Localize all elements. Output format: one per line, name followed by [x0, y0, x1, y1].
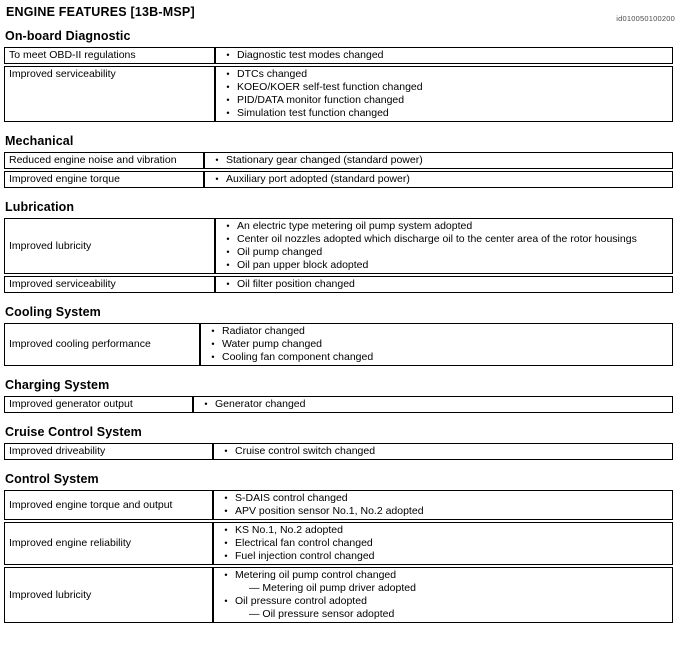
bullet-icon: •: [224, 506, 228, 516]
bullet-item-line: [219, 49, 666, 62]
features-table: [4, 45, 673, 124]
features-table: [4, 321, 673, 368]
feature-label: Improved engine torque and output: [4, 490, 213, 520]
item-text: — Metering oil pump driver adopted: [249, 582, 416, 594]
bullet-icon: •: [226, 247, 230, 257]
feature-label: Improved driveability: [4, 443, 213, 460]
feature-items: [213, 490, 673, 520]
bullet-icon: •: [226, 95, 230, 105]
table-row: [4, 47, 673, 64]
item-text: Generator changed: [215, 398, 306, 410]
feature-label: Improved serviceability: [4, 66, 215, 122]
sections-container: [4, 29, 677, 625]
bullet-item-line: [219, 220, 666, 233]
item-text: PID/DATA monitor function changed: [237, 94, 405, 106]
feature-items: [204, 171, 673, 188]
table-row: [4, 218, 673, 274]
table-row: [4, 66, 673, 122]
feature-label: Reduced engine noise and vibration: [4, 152, 204, 169]
item-text: Water pump changed: [222, 338, 323, 350]
bullet-item-line: [219, 259, 666, 272]
page-title: ENGINE FEATURES [13B-MSP]: [6, 5, 195, 19]
bullet-icon: •: [226, 234, 230, 244]
item-text: Fuel injection control changed: [235, 550, 375, 562]
bullet-icon: •: [224, 493, 228, 503]
item-text: Oil filter position changed: [237, 278, 355, 290]
table-row: [4, 567, 673, 623]
item-text: Auxiliary port adopted (standard power): [226, 173, 410, 185]
bullet-item-line: [219, 68, 666, 81]
bullet-icon: •: [226, 108, 230, 118]
table-row: [4, 522, 673, 565]
bullet-item-line: [204, 351, 666, 364]
section-heading: On-board Diagnostic: [5, 29, 131, 43]
feature-items: [200, 323, 673, 366]
bullet-icon: •: [215, 174, 219, 184]
item-text: Simulation test function changed: [237, 107, 389, 119]
bullet-item-line: [217, 524, 666, 537]
features-table: [4, 441, 673, 462]
feature-label: Improved lubricity: [4, 218, 215, 274]
feature-items: [215, 47, 673, 64]
feature-label: Improved lubricity: [4, 567, 213, 623]
bullet-icon: •: [204, 399, 208, 409]
bullet-icon: •: [226, 50, 230, 60]
table-row: [4, 396, 673, 413]
bullet-item-line: [219, 278, 666, 291]
item-text: Electrical fan control changed: [235, 537, 373, 549]
section-heading: Cooling System: [5, 305, 101, 319]
section-heading: Mechanical: [5, 134, 74, 148]
bullet-item-line: [217, 569, 666, 582]
table-row: [4, 443, 673, 460]
item-text: Metering oil pump control changed: [235, 569, 397, 581]
bullet-item-line: [197, 398, 666, 411]
bullet-icon: •: [224, 446, 228, 456]
bullet-icon: •: [211, 326, 215, 336]
item-text: Stationary gear changed (standard power): [226, 154, 423, 166]
features-table: [4, 216, 673, 295]
item-text: Oil pump changed: [237, 246, 323, 258]
bullet-icon: •: [224, 551, 228, 561]
feature-items: [213, 443, 673, 460]
table-row: [4, 323, 673, 366]
item-text: Cruise control switch changed: [235, 445, 376, 457]
bullet-item-line: [217, 537, 666, 550]
bullet-item-line: [217, 505, 666, 518]
bullet-item-line: [204, 338, 666, 351]
bullet-icon: •: [224, 538, 228, 548]
item-text: KOEO/KOER self-test function changed: [237, 81, 423, 93]
bullet-icon: •: [224, 525, 228, 535]
sub-item-line: [217, 608, 666, 621]
feature-label: Improved generator output: [4, 396, 193, 413]
item-text: Oil pressure control adopted: [235, 595, 367, 607]
bullet-item-line: [219, 94, 666, 107]
feature-items: [213, 567, 673, 623]
bullet-icon: •: [211, 339, 215, 349]
feature-items: [215, 66, 673, 122]
table-row: [4, 171, 673, 188]
bullet-item-line: [208, 173, 666, 186]
item-text: Diagnostic test modes changed: [237, 49, 384, 61]
feature-label: Improved engine reliability: [4, 522, 213, 565]
bullet-icon: •: [226, 260, 230, 270]
features-table: [4, 488, 673, 625]
feature-items: [215, 218, 673, 274]
item-text: S-DAIS control changed: [235, 492, 348, 504]
item-text: KS No.1, No.2 adopted: [235, 524, 343, 536]
feature-items: [193, 396, 673, 413]
bullet-icon: •: [224, 596, 228, 606]
feature-items: [215, 276, 673, 293]
item-text: DTCs changed: [237, 68, 308, 80]
features-table: [4, 394, 673, 415]
section-heading: Cruise Control System: [5, 425, 142, 439]
bullet-icon: •: [226, 221, 230, 231]
item-text: Cooling fan component changed: [222, 351, 374, 363]
table-row: [4, 276, 673, 293]
item-text: Oil pan upper block adopted: [237, 259, 369, 271]
bullet-icon: •: [211, 352, 215, 362]
bullet-icon: •: [224, 570, 228, 580]
section-heading: Lubrication: [5, 200, 75, 214]
bullet-icon: •: [215, 155, 219, 165]
bullet-item-line: [219, 246, 666, 259]
sub-item-line: [217, 582, 666, 595]
feature-items: [204, 152, 673, 169]
feature-label: Improved serviceability: [4, 276, 215, 293]
feature-label: Improved engine torque: [4, 171, 204, 188]
bullet-item-line: [219, 233, 666, 246]
item-text: APV position sensor No.1, No.2 adopted: [235, 505, 424, 517]
bullet-icon: •: [226, 279, 230, 289]
bullet-item-line: [208, 154, 666, 167]
table-row: [4, 152, 673, 169]
bullet-item-line: [217, 492, 666, 505]
item-text: Center oil nozzles adopted which discharge oil to the center area of the rotor housings: [237, 233, 637, 245]
bullet-icon: •: [226, 82, 230, 92]
bullet-item-line: [217, 550, 666, 563]
bullet-item-line: [219, 81, 666, 94]
item-text: Radiator changed: [222, 325, 305, 337]
feature-items: [213, 522, 673, 565]
bullet-item-line: [217, 595, 666, 608]
doc-id: id010050100200: [616, 14, 675, 23]
section-heading: Control System: [5, 472, 99, 486]
item-text: An electric type metering oil pump system adopted: [237, 220, 473, 232]
feature-label: To meet OBD-II regulations: [4, 47, 215, 64]
bullet-item-line: [219, 107, 666, 120]
feature-label: Improved cooling performance: [4, 323, 200, 366]
table-row: [4, 490, 673, 520]
features-table: [4, 150, 673, 190]
bullet-item-line: [204, 325, 666, 338]
bullet-item-line: [217, 445, 666, 458]
bullet-icon: •: [226, 69, 230, 79]
section-heading: Charging System: [5, 378, 110, 392]
item-text: — Oil pressure sensor adopted: [249, 608, 395, 620]
